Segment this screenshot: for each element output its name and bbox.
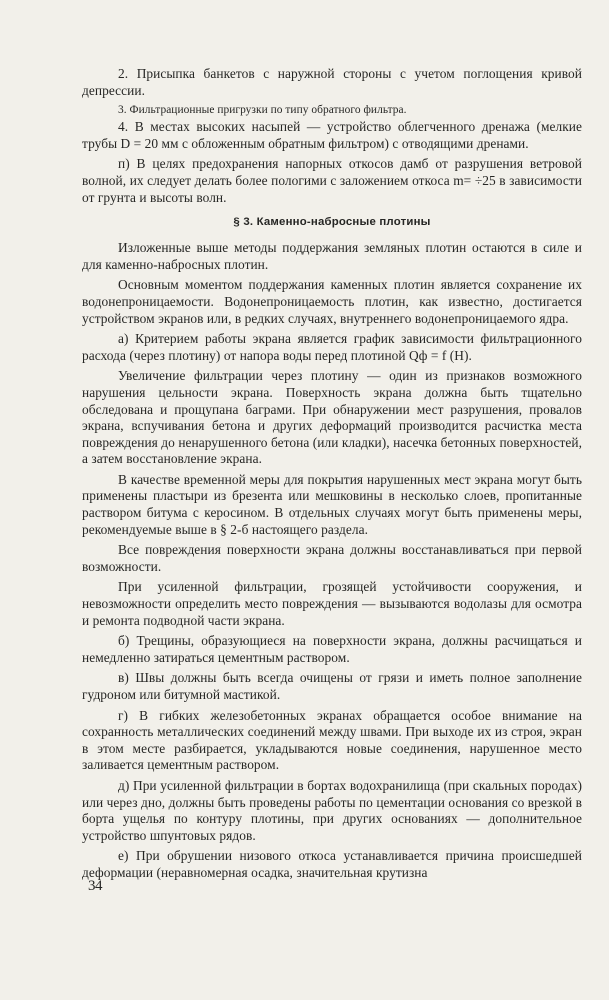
- paragraph-main-point: Основным моментом поддержания каменных плотин является сохранение их водонепроницаемости. Водонепроницаемость плотин, как известно, достигается устройством экранов или, в редких случаях, внутреннего водонепроницаемого ядра.: [82, 277, 582, 326]
- paragraph-intro: Изложенные выше методы поддержания земляных плотин остаются в силе и для каменно-набросных плотин.: [82, 240, 582, 272]
- paragraph-g: г) В гибких железобетонных экранах обращается особое внимание на сохранность металлических соединений между швами. При выходе их из строя, экран в этом месте разбирается, укладываются новые соединения, нарушенное место заливается цементным раствором.: [82, 707, 582, 773]
- paragraph-temporary: В качестве временной меры для покрытия нарушенных мест экрана могут быть применены пластыри из брезента или мешковины в несколько слоев, пропитанные раствором битума с керосином. В отдельных случаях могут быть применены меры, рекомендуемые выше в § 2-б настоящего раздела.: [82, 471, 582, 537]
- paragraph-d: д) При усиленной фильтрации в бортах водохранилища (при скальных породах) или через дно, должны быть проведены работы по цементации основания со врезкой в борта ущелья по контуру плотины, при других основаниях — дополнительное устройство шпунтовых рядов.: [82, 777, 582, 843]
- paragraph-p: п) В целях предохранения напорных откосов дамб от разрушения ветровой волной, их следует делать более пологими с заложением откоса m= ÷25 в зависимости от грунта и высоты волн.: [82, 156, 582, 205]
- paragraph-a: а) Критерием работы экрана является график зависимости фильтрационного расхода (через плотину) от напора воды перед плотиной Qф = f (H).: [82, 331, 582, 363]
- paragraph-2: 2. Присыпка банкетов с наружной стороны с учетом поглощения кривой депрессии.: [82, 66, 582, 98]
- paragraph-4: 4. В местах высоких насыпей — устройство облегченного дренажа (мелкие трубы D = 20 мм с обложенным обратным фильтром) с отводящими дренами.: [82, 119, 582, 151]
- paragraph-restore: Все повреждения поверхности экрана должны восстанавливаться при первой возможности.: [82, 542, 582, 574]
- paragraph-v: в) Швы должны быть всегда очищены от грязи и иметь полное заполнение гудроном или битумной мастикой.: [82, 670, 582, 702]
- page-number: 34: [88, 878, 102, 894]
- paragraph-divers: При усиленной фильтрации, грозящей устойчивости сооружения, и невозможности определить место повреждения — вызываются водолазы для осмотра и ремонта подводной части экрана.: [82, 579, 582, 628]
- paragraph-filtration: Увеличение фильтрации через плотину — один из признаков возможного нарушения цельности экрана. Поверхность экрана должна быть тщательно обследована и прощупана баграми. При обнаружении мест разрушения, провалов экрана, вспучивания бетона и других деформаций производится расчистка места повреждения до ненарушенного бетона (или кладки), насечка бетонных поверхностей, а затем восстановление экрана.: [82, 368, 582, 467]
- section-heading: § 3. Каменно-набросные плотины: [233, 216, 431, 229]
- page-text: [82, 62, 582, 882]
- paragraph-3: 3. Фильтрационные пригрузки по типу обратного фильтра.: [118, 104, 407, 117]
- paragraph-e: е) При обрушении низового откоса устанавливается причина происшедшей деформации (неравномерная осадка, значительная крутизна: [82, 848, 582, 880]
- paragraph-b: б) Трещины, образующиеся на поверхности экрана, должны расчищаться и немедленно затираться цементным раствором.: [82, 633, 582, 665]
